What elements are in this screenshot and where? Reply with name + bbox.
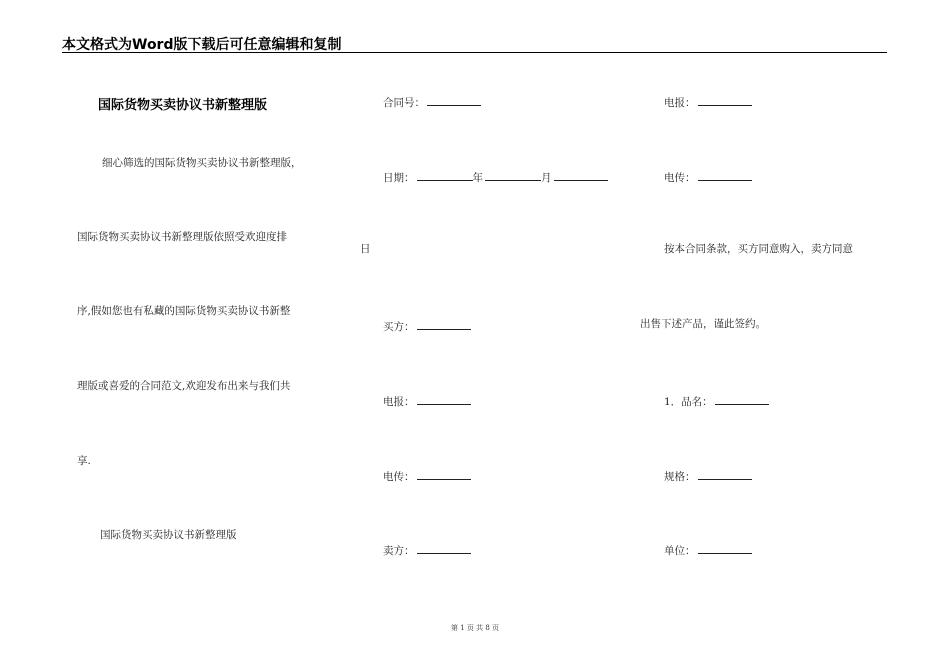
buyer-field: [383, 319, 471, 333]
contract-number-field: [383, 95, 481, 109]
clause-line-2: 出售下述产品，谨此签约。: [640, 318, 766, 330]
intro-line-3: 序,假如您也有私藏的国际货物买卖协议书新整: [77, 305, 291, 317]
item-name-blank: [715, 394, 769, 405]
date-label: 日期：: [383, 172, 415, 184]
item-name-field: [664, 394, 769, 408]
document-header: 本文格式为Word版下载后可任意编辑和复制: [62, 37, 342, 53]
spec-field: [664, 469, 752, 483]
buyer-fax-blank: [417, 469, 471, 480]
intro-line-5: 享.: [77, 455, 91, 467]
day-label: 日: [360, 243, 371, 255]
unit-blank: [698, 543, 752, 554]
unit-label: 单位：: [664, 545, 696, 557]
buyer-fax-label: 电传：: [383, 471, 415, 483]
spec-label: 规格：: [664, 471, 696, 483]
buyer-telegram-field: [383, 394, 471, 408]
seller-fax-blank: [698, 170, 752, 181]
seller-field: [383, 543, 471, 557]
year-label: 年: [472, 172, 483, 184]
document-title: 国际货物买卖协议书新整理版: [98, 98, 268, 113]
month-label: 月: [541, 172, 552, 184]
seller-telegram-label: 电报：: [664, 97, 696, 109]
page-footer: 第 1 页 共 8 页: [450, 624, 500, 632]
seller-fax-field: [664, 170, 752, 184]
buyer-telegram-label: 电报：: [383, 396, 415, 408]
clause-line-1: 按本合同条款，买方同意购入，卖方同意: [664, 243, 853, 255]
header-rule: [62, 52, 887, 53]
seller-label: 卖方：: [383, 545, 415, 557]
year-blank: [417, 170, 473, 181]
buyer-telegram-blank: [417, 394, 471, 405]
spec-blank: [698, 469, 752, 480]
unit-field: [664, 543, 752, 557]
day-blank: [554, 170, 608, 181]
buyer-blank: [417, 319, 471, 330]
contract-number-label: 合同号：: [383, 97, 425, 109]
contract-number-blank: [427, 95, 481, 106]
seller-fax-label: 电传：: [664, 172, 696, 184]
seller-telegram-blank: [698, 95, 752, 106]
intro-line-4: 理版或喜爱的合同范文,欢迎发布出来与我们共: [77, 380, 291, 392]
item-name-label: 1．品名：: [664, 396, 713, 408]
buyer-fax-field: [383, 469, 471, 483]
seller-blank: [417, 543, 471, 554]
intro-line-1: 细心筛选的国际货物买卖协议书新整理版，: [102, 157, 302, 169]
section-subtitle: 国际货物买卖协议书新整理版: [100, 529, 237, 541]
date-field: [383, 170, 608, 184]
buyer-label: 买方：: [383, 321, 415, 333]
month-blank: [485, 170, 541, 181]
intro-line-2: 国际货物买卖协议书新整理版依照受欢迎度排: [77, 231, 287, 243]
seller-telegram-field: [664, 95, 752, 109]
